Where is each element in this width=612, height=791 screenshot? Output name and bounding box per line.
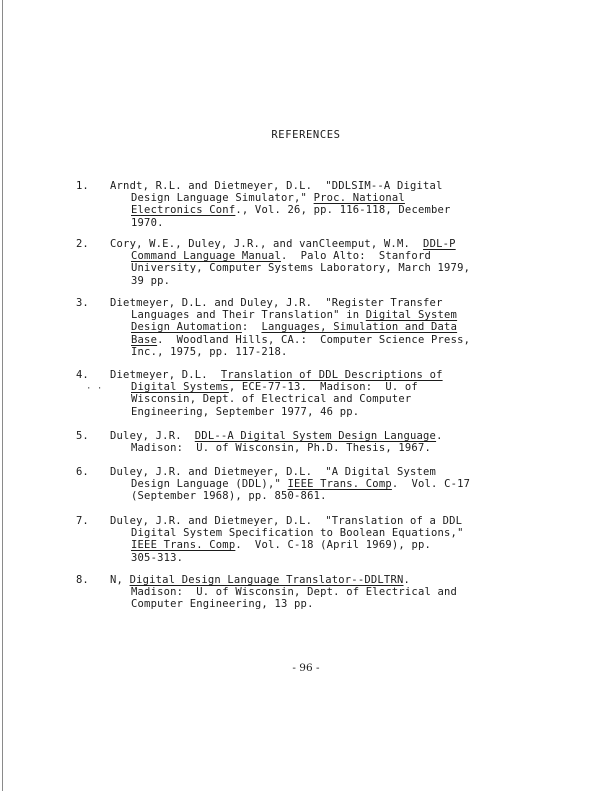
reference-line: Digital Systems, ECE-77-13. Madison: U. of xyxy=(131,381,418,394)
reference-line: Wisconsin, Dept. of Electrical and Computer xyxy=(131,393,412,406)
reference-line: Madison: U. of Wisconsin, Dept. of Electrical and xyxy=(131,586,458,599)
reference-line: Electronics Conf., Vol. 26, pp. 116-118, December xyxy=(131,204,451,217)
reference-line: Dietmeyer, D.L. Translation of DDL Descriptions of xyxy=(110,369,443,381)
reference-line: (September 1968), pp. 850-861. xyxy=(131,490,327,503)
reference-line: Cory, W.E., Duley, J.R., and vanCleemput, W.M. DDL-P xyxy=(110,238,456,250)
reference-line: IEEE Trans. Comp. Vol. C-18 (April 1969), pp. xyxy=(131,539,432,552)
reference-line: Command Language Manual. Palo Alto: Stanford xyxy=(131,250,431,263)
reference-line: Duley, J.R. and Dietmeyer, D.L. "Translation of a DDL xyxy=(110,515,463,527)
page-title: REFERENCES xyxy=(271,129,341,141)
reference-number: 3. xyxy=(76,297,89,309)
reference-number: 4. xyxy=(76,369,89,381)
reference-line: N, Digital Design Language Translator--DDLTRN. xyxy=(110,574,411,586)
reference-line: Computer Engineering, 13 pp. xyxy=(131,598,314,611)
reference-line: Design Language (DDL)," IEEE Trans. Comp. Vol. C-17 xyxy=(131,478,471,491)
reference-number: 1. xyxy=(76,180,89,192)
reference-line: Dietmeyer, D.L. and Duley, J.R. "Register Transfer xyxy=(110,297,443,309)
reference-line: 305-313. xyxy=(131,551,184,564)
reference-line: Duley, J.R. and Dietmeyer, D.L. "A Digital System xyxy=(110,466,437,478)
reference-line: Duley, J.R. DDL--A Digital System Design Language. xyxy=(110,430,443,442)
reference-line: Engineering, September 1977, 46 pp. xyxy=(131,405,360,418)
reference-number: 6. xyxy=(76,466,89,478)
reference-number: 8. xyxy=(76,574,89,586)
reference-line: 1970. xyxy=(131,216,164,229)
page-number: - 96 - xyxy=(292,662,320,674)
reference-line: Design Automation: Languages, Simulation and Data xyxy=(131,321,458,334)
reference-line: 39 pp. xyxy=(131,274,171,287)
reference-number: 5. xyxy=(76,430,89,442)
reference-line: Madison: U. of Wisconsin, Ph.D. Thesis, 1967. xyxy=(131,442,431,455)
reference-line: University, Computer Systems Laboratory, March 1979, xyxy=(131,262,471,275)
reference-line: Arndt, R.L. and Dietmeyer, D.L. "DDLSIM--A Digital xyxy=(110,180,443,192)
reference-number: 7. xyxy=(76,515,89,527)
reference-line: Languages and Their Translation" in Digital System xyxy=(131,309,458,322)
reference-line: Digital System Specification to Boolean Equations," xyxy=(131,527,464,540)
reference-line: Design Language Simulator," Proc. National xyxy=(131,192,405,205)
reference-number: 2. xyxy=(76,238,89,250)
reference-line: Base. Woodland Hills, CA.: Computer Science Press, xyxy=(131,333,471,346)
reference-line: Inc., 1975, pp. 117-218. xyxy=(131,345,288,358)
scan-speck: · · xyxy=(86,384,103,394)
